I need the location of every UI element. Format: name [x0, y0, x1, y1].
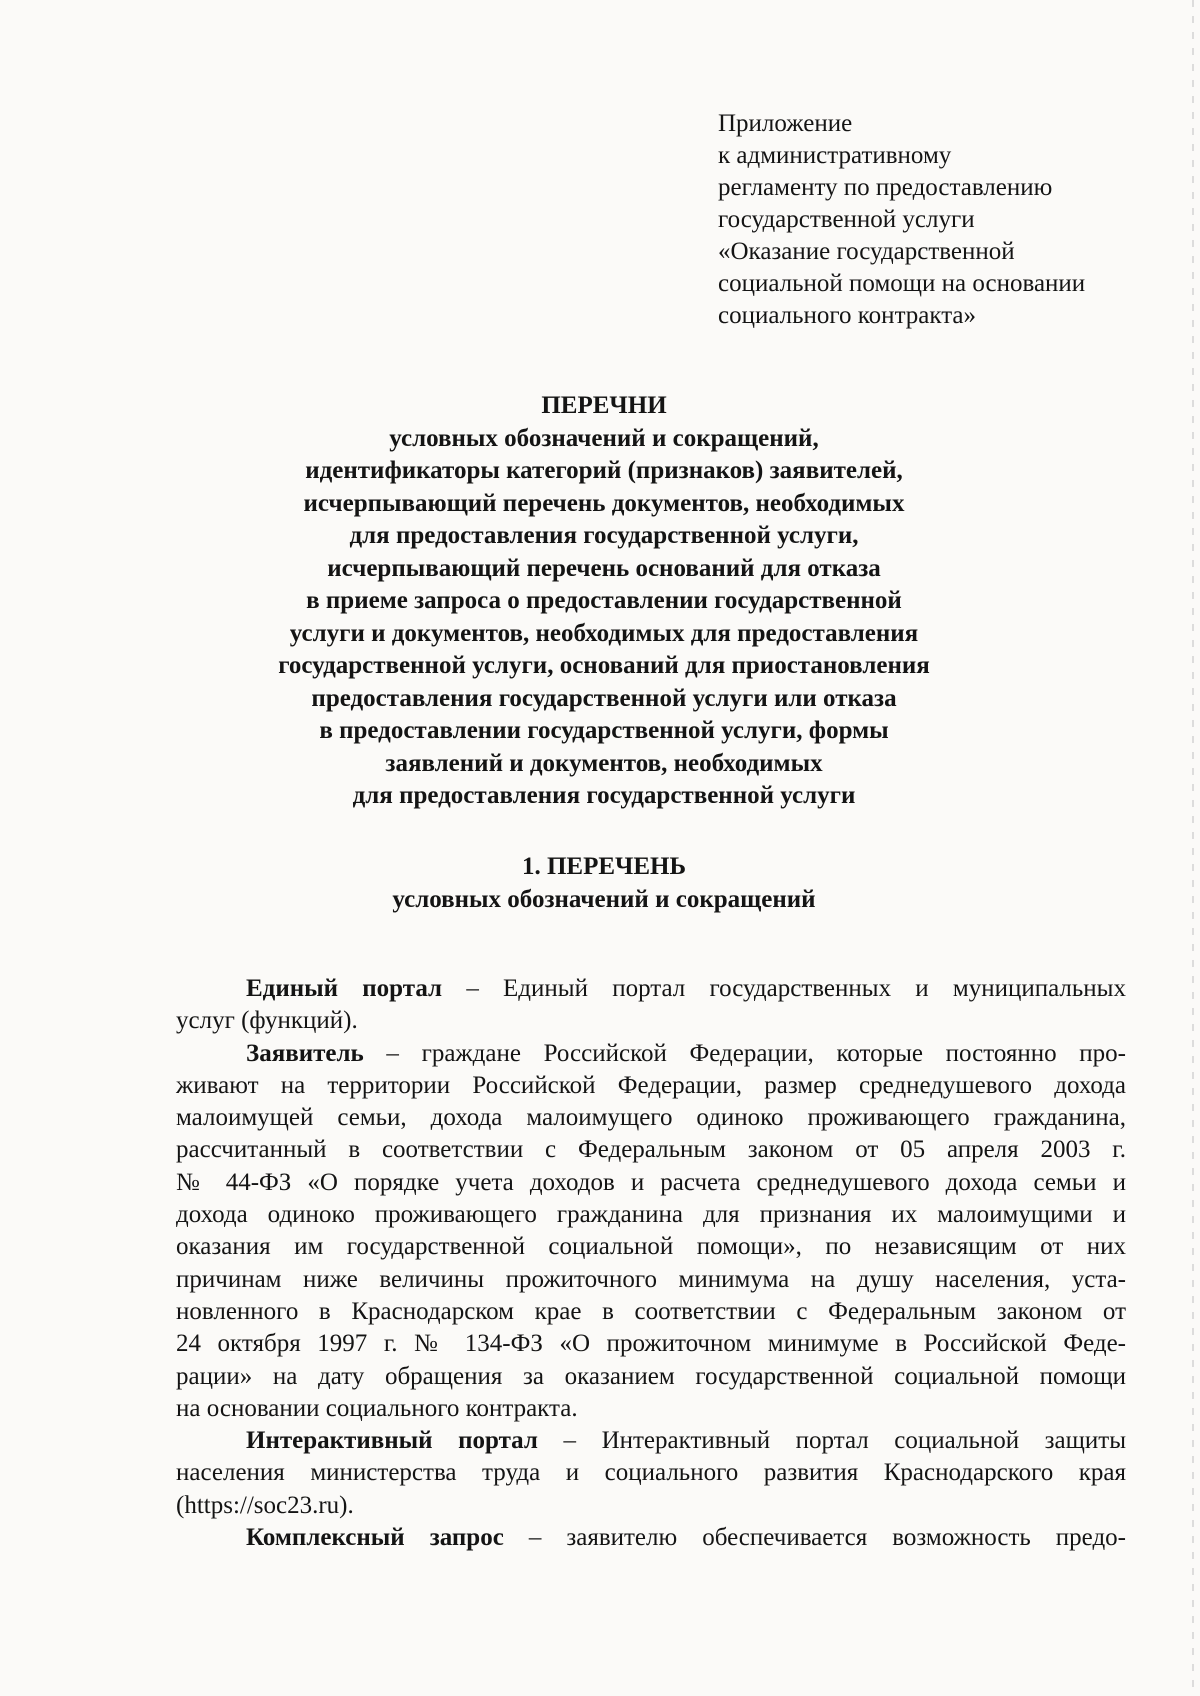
annex-line: государственной услуги [718, 206, 975, 233]
section-subtitle: условных обозначений и сокращений [392, 886, 816, 913]
definition-line [176, 1522, 1126, 1554]
definition-line: на основании социального контракта. [176, 1394, 578, 1422]
title-line: предоставления государственной услуги или отказа [311, 684, 897, 712]
definition-paragraph [176, 1038, 1126, 1426]
annex-line: «Оказание государственной [718, 238, 1015, 265]
title-line: исчерпывающий перечень оснований для отказа [327, 554, 881, 582]
definition-text: – граждане Российской Федерации, которые постоянно про- [363, 1039, 1126, 1067]
title-line: условных обозначений и сокращений, [389, 424, 819, 452]
definition-paragraph [176, 1522, 1126, 1554]
definition-term: Комплексный запрос [246, 1524, 504, 1552]
definition-text: – Единый портал государственных и муниципальных [442, 975, 1126, 1002]
definition-line: малоимущей семьи, дохода малоимущего одиноко проживающего гражданина, [176, 1104, 1126, 1132]
definition-line: (https://soc23.ru). [176, 1491, 354, 1519]
definition-term: Заявитель [246, 1039, 364, 1067]
title-line: заявлений и документов, необходимых [385, 749, 823, 777]
title-line: в предоставлении государственной услуги, формы [319, 717, 889, 744]
title-line: услуги и документов, необходимых для предоставления [289, 619, 919, 647]
definition-text: – заявителю обеспечивается возможность предо- [503, 1524, 1126, 1552]
definition-line: живают на территории Российской Федерации, размер среднедушевого дохода [176, 1071, 1126, 1099]
annex-line: социальной помощи на основании [718, 270, 1086, 297]
definition-line: 24 октября 1997 г. № 134-ФЗ «О прожиточном минимуме в Российской Феде- [176, 1330, 1126, 1358]
title-line: в приеме запроса о предоставлении государственной [306, 587, 902, 614]
definition-line: дохода одиноко проживающего гражданина для признания их малоимущими и [176, 1201, 1126, 1229]
definition-line: новленного в Краснодарском крае в соответствии с Федеральным законом от [176, 1297, 1126, 1325]
definition-line: населения министерства труда и социального развития Краснодарского края [176, 1459, 1126, 1487]
definition-line: услуг (функций). [176, 1007, 358, 1035]
annex-line: социального контракта» [718, 302, 977, 329]
title-line: для предоставления государственной услуги, [349, 522, 859, 549]
definition-term: Единый портал [246, 975, 443, 1002]
title-line: идентификаторы категорий (признаков) заявителей, [305, 457, 903, 484]
definition-line: причинам ниже величины прожиточного минимума на душу населения, уста- [176, 1265, 1126, 1293]
definition-line: рации» на дату обращения за оказанием государственной социальной помощи [176, 1362, 1126, 1390]
definition-line: № 44-ФЗ «О порядке учета доходов и расчета среднедушевого дохода семьи и [176, 1168, 1126, 1196]
definition-line [176, 1038, 1126, 1070]
title-line: для предоставления государственной услуги [352, 782, 856, 809]
definition-line: рассчитанный в соответствии с Федеральным законом от 05 апреля 2003 г. [176, 1136, 1126, 1164]
title-main: ПЕРЕЧНИ [541, 392, 667, 419]
section-1-heading [180, 850, 1028, 916]
definition-line [176, 973, 1126, 1005]
annex-line: Приложение [718, 110, 853, 137]
annex-line: к административному [718, 142, 952, 169]
title-line: государственной услуги, оснований для приостановления [278, 652, 930, 679]
definition-text: – Интерактивный портал социальной защиты [537, 1427, 1127, 1455]
definition-line [176, 1425, 1126, 1457]
definition-paragraph [176, 1425, 1126, 1522]
annex-block [718, 108, 1158, 332]
definition-term: Интерактивный портал [246, 1427, 538, 1455]
annex-line: регламенту по предоставлению [718, 174, 1053, 201]
definition-paragraph [176, 973, 1126, 1038]
document-title [180, 390, 1028, 813]
definition-line: оказания им государственной социальной помощи», по независящим от них [176, 1233, 1126, 1261]
title-line: исчерпывающий перечень документов, необходимых [303, 489, 905, 517]
section-title: 1. ПЕРЕЧЕНЬ [521, 853, 687, 880]
scan-edge [1192, 0, 1194, 1696]
definitions-list [176, 973, 1126, 1554]
